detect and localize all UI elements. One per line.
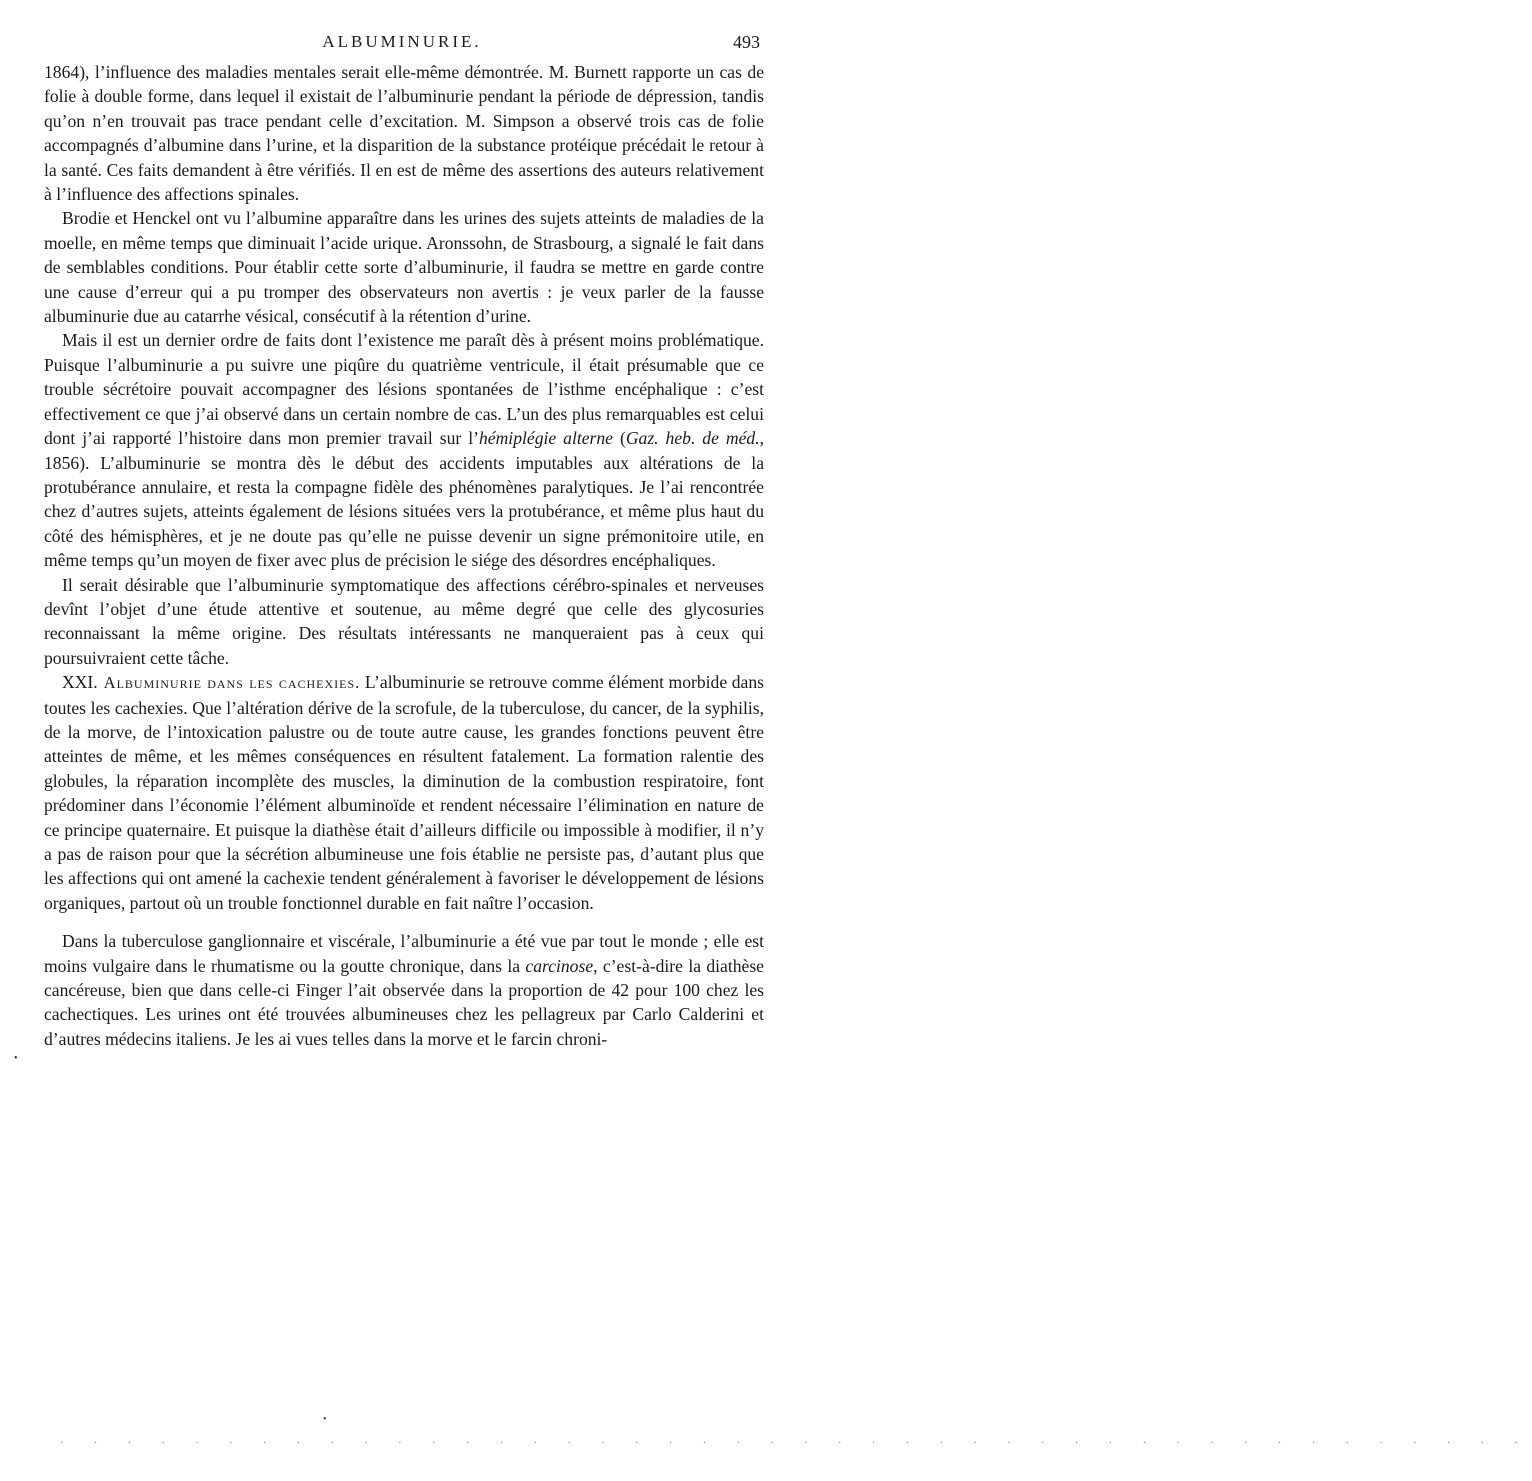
margin-speck: • [14, 1053, 18, 1064]
paragraph-6-italic: carcinose [525, 955, 594, 976]
paragraph-4: Il serait désirable que l’albuminurie symptomatique des affections cérébro-spinales et nerveuses devînt l’objet d’une étude attentive et soutenue, au même degré que celle des glycosuries reconnaissant la même origine. Des résultats intéressants ne manqueraient pas à ceux qui poursuivraient cette tâche. [44, 574, 764, 668]
section-heading: Albuminurie dans les cachexies. [103, 673, 361, 693]
page-header [44, 30, 760, 56]
running-title: ALBUMINURIE. [322, 32, 482, 51]
paragraph-3-italic-journal: Gaz. heb. de méd. [625, 428, 760, 449]
paragraph-6 [44, 929, 764, 1051]
scan-artifact-marks: · · · · · · · · · · · · · · · · · · · · · · · · · · · · · · · · · · · · · · · · · · · · [60, 1438, 1532, 1449]
paragraph-5-text: L’albuminurie se retrouve comme élément morbide dans toutes les cachexies. Que l’altération dérive de la scrofule, de la tuberculose, du cancer, de la syphilis, de la morve, de l’intoxication palustre ou de toute autre cause, les grandes fonctions peuvent être atteintes de même, et les mêmes conséquences en résultent fatalement. La formation ralentie des globules, la réparation incomplète des muscles, la diminution de la combustion respiratoire, font prédominer dans l’économie l’élément albuminoïde et rendent nécessaire l’élimination en nature de ce principe quaternaire. Et puisque la diathèse était d’ailleurs difficile ou impossible à modifier, il n’y a pas de raison pour que la sécrétion albumineuse une fois établie ne persiste pas, d’autant plus que les affections qui ont amené la cachexie tendent généralement à favoriser le développement de lésions organiques, partout où un trouble fonctionnel durable en fait naître l’occasion. [44, 672, 764, 913]
paragraph-5 [44, 670, 764, 915]
paragraph-2: Brodie et Henckel ont vu l’albumine apparaître dans les urines des sujets atteints de maladies de la moelle, en même temps que diminuait l’acide urique. Aronssohn, de Strasbourg, a signalé le fait dans de semblables conditions. Pour établir cette sorte d’albuminurie, il faudra se mettre en garde contre une cause d’erreur qui a pu tromper des observateurs non avertis : je veux parler de la fausse albuminurie due au catarrhe vésical, consécutif à la rétention d’urine. [44, 208, 764, 327]
paragraph-3 [44, 328, 764, 572]
paragraph-1: 1864), l’influence des maladies mentales serait elle-même démontrée. M. Burnett rapporte un cas de folie à double forme, dans lequel il existait de l’albuminurie pendant la période de dépression, tandis qu’on n’en trouvait pas trace pendant celle d’excitation. M. Simpson a observé trois cas de folie accompagnés d’albumine dans l’urine, et la disparition de la substance protéique précédait le retour à la santé. Ces faits demandent à être vérifiés. Il en est de même des assertions des auteurs relativement à l’influence des affections spinales. [44, 62, 764, 205]
paragraph-3-part-b: ( [613, 428, 626, 449]
bottom-speck: • [323, 1414, 327, 1425]
paragraph-3-part-c: , 1856). L’albuminurie se montra dès le début des accidents imputables aux altérations de la protubérance annulaire, et resta la compagne fidèle des phénomènes paralytiques. Je l’ai rencontrée chez d’autres sujets, atteints également de lésions situées vers la protubérance, et même plus haut du côté des hémisphères, et je ne doute pas qu’elle ne puisse devenir un signe prémonitoire utile, en même temps qu’un moyen de fixer avec plus de précision le siége des désordres encéphaliques. [44, 428, 765, 571]
paragraph-6-part-b: , c’est-à-dire la diathèse cancéreuse, bien que dans celle-ci Finger l’ait observée dans la proportion de 42 pour 100 chez les cachectiques. Les urines ont été trouvées albumineuses chez les pellagreux par Carlo Calderini et d’autres médecins italiens. Je les ai vues telles dans la morve et le farcin chroni- [44, 955, 764, 1049]
paragraph-3-italic-title: hémiplégie alterne [479, 428, 613, 449]
body-text [44, 60, 764, 1051]
page-number: 493 [733, 32, 760, 52]
section-number: XXI. [62, 672, 98, 693]
paragraph-6-part-a: Dans la tuberculose ganglionnaire et viscérale, l’albuminurie a été vue par tout le monde ; elle est moins vulgaire dans le rhumatisme ou la goutte chronique, dans la [44, 931, 764, 976]
paragraph-3-part-a: Mais il est un dernier ordre de faits dont l’existence me paraît dès à présent moins problématique. Puisque l’albuminurie a pu suivre une piqûre du quatrième ventricule, il était présumable que ce trouble sécrétoire pouvait accompagner des lésions spontanées de l’isthme encéphalique : c’est effectivement ce que j’ai observé dans un certain nombre de cas. L’un des plus remarquables est celui dont j’ai rapporté l’histoire dans mon premier travail sur l’ [44, 330, 764, 449]
